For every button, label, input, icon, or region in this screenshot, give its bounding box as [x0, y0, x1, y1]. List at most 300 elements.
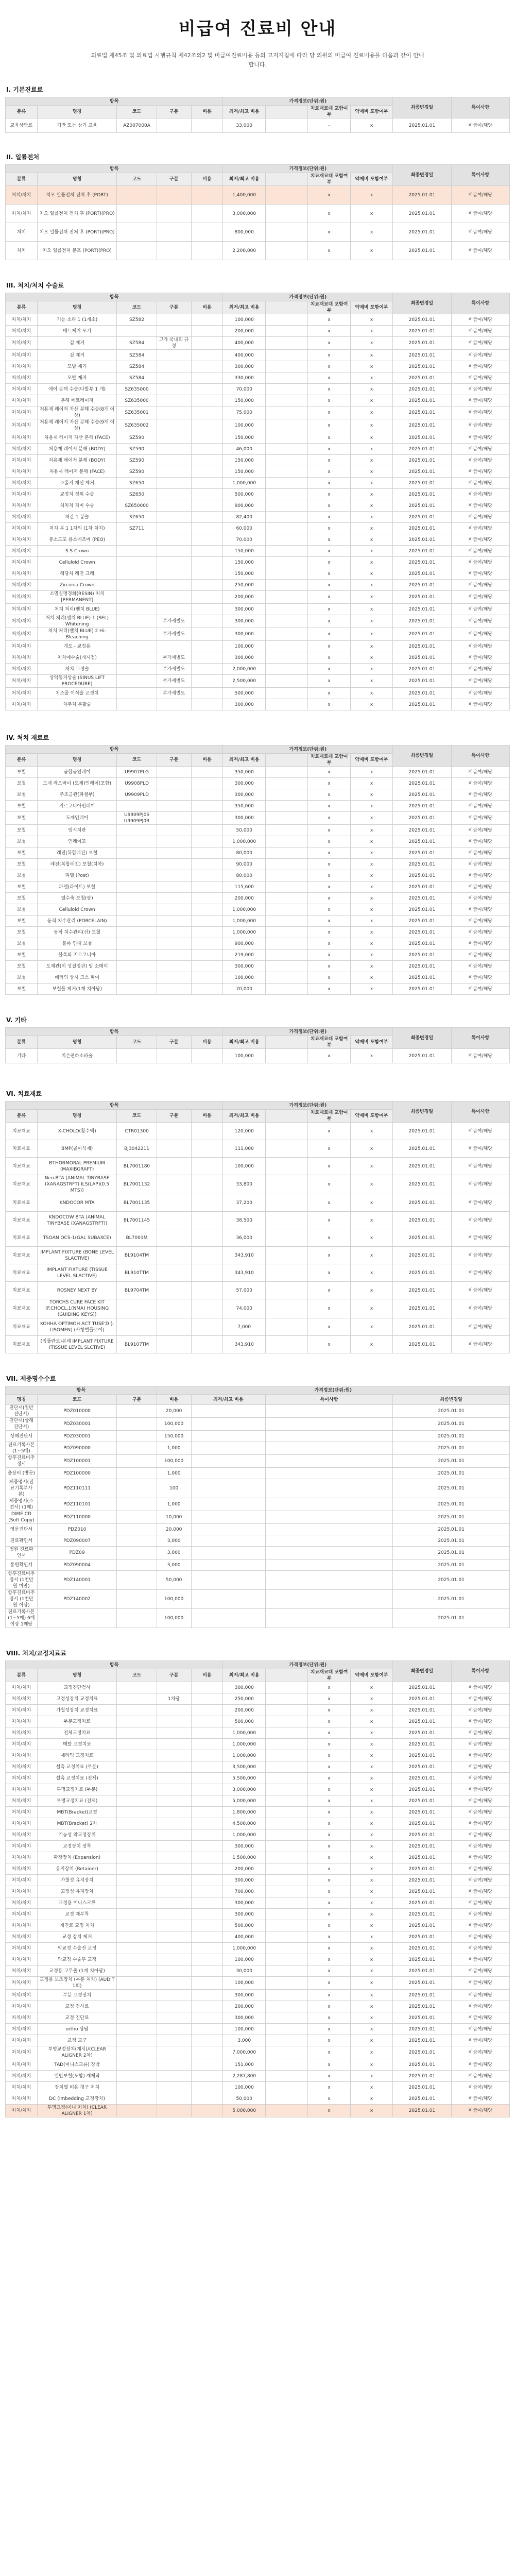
cell-updated: 2025.01.01	[393, 1977, 451, 1990]
cell-material-incl: x	[308, 580, 350, 591]
cell-minmax	[191, 1418, 265, 1431]
cell-cost: 100	[157, 1479, 191, 1498]
cell-min: 200,000	[223, 1863, 265, 1875]
cell-updated: 2025.01.01	[393, 1158, 451, 1175]
cell-material-incl: x	[308, 664, 350, 675]
cell-note: 비급여/해당	[451, 580, 509, 591]
cell-drug-incl: x	[350, 242, 392, 260]
cell-drug-incl: x	[350, 688, 392, 699]
cell-type	[157, 789, 191, 801]
cell-max	[265, 534, 307, 546]
cell-code: BJ3042211	[117, 1140, 157, 1158]
cell-updated: 2025.01.01	[393, 2035, 451, 2046]
table-row	[6, 395, 510, 406]
cell-code	[117, 1920, 157, 1931]
cell-min: 80,000	[223, 870, 265, 882]
header-cell: 구분	[157, 1669, 191, 1682]
header-cell: 약제비 포함여부	[350, 106, 392, 118]
table-row	[6, 455, 510, 466]
cell-max	[265, 836, 307, 848]
cell-category: 처치/처치	[6, 580, 38, 591]
cell-drug-incl: x	[350, 489, 392, 500]
price-table	[5, 1660, 510, 2117]
cell-drug-incl: x	[350, 789, 392, 801]
cell-name: Celluloid Crown	[37, 904, 117, 916]
cell-name: 설측 교정치료 (전체)	[37, 1773, 117, 1784]
table-row	[6, 641, 510, 652]
cell-min: 38,500	[223, 1212, 265, 1229]
header-cost-group: 가격정보(단위:원)	[223, 1101, 393, 1110]
cell-category: 처치/처치	[6, 2105, 38, 2117]
cell-max	[265, 1773, 307, 1784]
cell-category: 처치/처치	[6, 1943, 38, 1954]
cell-drug-incl: x	[350, 500, 392, 512]
cell-cost: 1,000	[157, 1498, 191, 1511]
cell-min: 250,000	[223, 580, 265, 591]
table-row	[6, 1920, 510, 1931]
cell-material-incl: x	[308, 1990, 350, 2001]
cell-updated: 2025.01.01	[393, 580, 451, 591]
cell-name: 진료확인서	[6, 1535, 38, 1547]
header-cell: 구분	[157, 301, 191, 314]
cell-spec	[191, 314, 223, 326]
header-group: 항목	[6, 1028, 223, 1036]
cell-spec	[191, 118, 223, 133]
cell-spec	[191, 1977, 223, 1990]
table-row	[6, 2001, 510, 2012]
cell-spec	[191, 801, 223, 812]
cell-min: 1,000,000	[223, 1739, 265, 1750]
cell-updated: 2025.01.01	[393, 950, 451, 961]
cell-updated: 2025.01.01	[393, 1175, 451, 1194]
cell-material-incl: x	[308, 523, 350, 534]
cell-note: 비급여/해당	[451, 938, 509, 950]
cell-minmax	[191, 1431, 265, 1442]
cell-min: 300,000	[223, 1841, 265, 1852]
header-cell: 최저/최고 비용	[223, 1036, 265, 1049]
cell-material-incl: x	[308, 1282, 350, 1299]
cell-spec	[191, 2024, 223, 2035]
cell-min: 111,000	[223, 1140, 265, 1158]
table-row	[6, 2059, 510, 2071]
cell-updated: 2025.01.01	[393, 2093, 451, 2105]
cell-min: 350,000	[223, 801, 265, 812]
cell-spec	[191, 2059, 223, 2071]
cell-note: 비급여/해당	[451, 223, 509, 242]
cell-material-incl: x	[308, 1716, 350, 1727]
cell-type	[117, 1590, 157, 1609]
cell-code: PDZ140002	[37, 1590, 117, 1609]
cell-max	[265, 1716, 307, 1727]
cell-min: 350,000	[223, 767, 265, 778]
cell-note: 비급여/해당	[451, 512, 509, 523]
cell-updated: 2025.01.01	[393, 314, 451, 326]
table-row	[6, 1336, 510, 1353]
cell-category: 처치/처치	[6, 1727, 38, 1739]
cell-code	[117, 1852, 157, 1863]
header-cell: 최저/최고 비용	[223, 173, 265, 186]
cell-category: 치료재료	[6, 1212, 38, 1229]
cell-name: ROSNEY NEXT BY	[37, 1282, 117, 1299]
cell-category: 보철	[6, 789, 38, 801]
cell-max	[265, 938, 307, 950]
cell-name: 도재 라오바이 (도재)인레이(포함)	[37, 778, 117, 789]
cell-min: 50,000	[223, 2093, 265, 2105]
table-row	[6, 916, 510, 927]
cell-drug-incl: x	[350, 1909, 392, 1920]
cell-drug-incl: x	[350, 2012, 392, 2024]
cell-type	[157, 2093, 191, 2105]
cell-category: 처치/처치	[6, 568, 38, 580]
cell-updated: 2025.01.01	[393, 972, 451, 984]
cell-max	[265, 350, 307, 361]
cell-name: 전체교정치료	[37, 1727, 117, 1739]
table-row	[6, 1897, 510, 1909]
cell-minmax	[191, 1547, 265, 1560]
header-cell: 비용	[191, 173, 223, 186]
cell-material-incl: x	[308, 938, 350, 950]
cell-minmax	[191, 1479, 265, 1498]
cell-note: 비급여/해당	[451, 1264, 509, 1282]
header-cell: 약제비 포함여부	[350, 1110, 392, 1123]
header-cost-group: 가격정보(단위:원)	[223, 165, 393, 173]
cell-code	[117, 1693, 157, 1705]
cell-updated: 2025.01.01	[393, 1750, 451, 1761]
cell-material-incl: x	[308, 961, 350, 972]
cell-min: 150,000	[223, 455, 265, 466]
cell-updated: 2025.01.01	[393, 500, 451, 512]
header-cell: 비용	[191, 1036, 223, 1049]
table-row	[6, 927, 510, 938]
cell-drug-incl: x	[350, 1716, 392, 1727]
cell-name: 향후진료비추정서	[6, 1455, 38, 1468]
cell-material-incl: x	[308, 2059, 350, 2071]
cell-drug-incl: x	[350, 836, 392, 848]
cell-name: 소멸실명경화(RESIN) 처치 [PERMANENT]	[37, 591, 117, 604]
header-cell: 치료재료대 포함여부	[308, 1036, 350, 1049]
cell-code	[117, 1682, 157, 1693]
cell-min: 343,910	[223, 1336, 265, 1353]
cell-note: 비급여/해당	[451, 546, 509, 557]
cell-note: 비급여/해당	[451, 478, 509, 489]
cell-name: 보철물 제거(1개 치아당)	[37, 984, 117, 995]
cell-category: 처치/처치	[6, 419, 38, 432]
cell-max	[265, 1943, 307, 1954]
cell-updated: 2025.01.01	[393, 1807, 451, 1818]
cell-min: 1,000,000	[223, 927, 265, 938]
cell-material-incl: x	[308, 1875, 350, 1886]
cell-name: DIME CD (Soft Copy)	[6, 1511, 38, 1524]
cell-code	[117, 927, 157, 938]
cell-name: 교정치 정위 수술	[37, 489, 117, 500]
table-row	[6, 2012, 510, 2024]
cell-code	[117, 2105, 157, 2117]
cell-max	[265, 2046, 307, 2059]
cell-drug-incl: x	[350, 1795, 392, 1807]
cell-spec	[191, 2012, 223, 2024]
cell-category: 보철	[6, 938, 38, 950]
cell-type	[117, 1468, 157, 1479]
cell-name: 처용제 레이저 분해 (FACE)	[37, 466, 117, 478]
cell-note: 비급여/해당	[451, 568, 509, 580]
cell-drug-incl: x	[350, 1784, 392, 1795]
cell-code: PDZ090007	[37, 1535, 117, 1547]
cell-category: 처치/처치	[6, 1875, 38, 1886]
cell-code	[117, 961, 157, 972]
cell-spec	[191, 337, 223, 350]
cell-min: 200,000	[223, 326, 265, 337]
cell-min: 33,000	[223, 118, 265, 133]
cell-type	[157, 1705, 191, 1716]
cell-spec	[191, 361, 223, 372]
cell-type	[117, 1442, 157, 1455]
cell-spec	[191, 1175, 223, 1194]
cell-note: 비급여/해당	[451, 1247, 509, 1264]
cell-material-incl: x	[308, 1841, 350, 1852]
cell-min: 343,910	[223, 1264, 265, 1282]
cell-min: 200,000	[223, 893, 265, 904]
cell-name: 분해 베트레이저	[37, 395, 117, 406]
cell-spec	[191, 984, 223, 995]
cell-name: 교정 진단료	[37, 2012, 117, 2024]
cell-code	[117, 984, 157, 995]
cell-max	[265, 893, 307, 904]
cell-spec	[191, 1818, 223, 1829]
cell-cost: 3,000	[157, 1535, 191, 1547]
cell-updated: 2025.01.01	[393, 1818, 451, 1829]
cell-type	[157, 384, 191, 395]
cell-note: 비급여/해당	[451, 1886, 509, 1897]
cell-type	[157, 812, 191, 825]
cell-note: 비급여/해당	[451, 904, 509, 916]
section-1	[0, 85, 515, 133]
cell-note: 비급여/해당	[451, 2035, 509, 2046]
cell-type	[157, 1299, 191, 1318]
cell-updated: 2025.01.01	[393, 1693, 451, 1705]
cell-material-incl: x	[308, 1965, 350, 1977]
cell-spec	[191, 372, 223, 384]
cell-max	[265, 641, 307, 652]
cell-max	[265, 523, 307, 534]
cell-code	[117, 664, 157, 675]
cell-material-incl: x	[308, 916, 350, 927]
cell-category: 보철	[6, 778, 38, 789]
cell-max	[265, 500, 307, 512]
cell-min: 115,600	[223, 882, 265, 893]
table-row	[6, 1535, 510, 1547]
cell-drug-incl: x	[350, 314, 392, 326]
cell-max	[265, 1784, 307, 1795]
cell-minmax	[191, 1511, 265, 1524]
cell-max	[265, 1212, 307, 1229]
cell-code	[117, 568, 157, 580]
cell-note: 비급여/해당	[451, 1784, 509, 1795]
cell-drug-incl: x	[350, 1682, 392, 1693]
cell-name: 봉소도포 용소페조에 (PEO)	[37, 534, 117, 546]
cell-code	[117, 557, 157, 568]
header-cell: 약제비 포함여부	[350, 1036, 392, 1049]
cell-code: PDZ110111	[37, 1479, 117, 1498]
cell-drug-incl: x	[350, 1299, 392, 1318]
cell-drug-incl: x	[350, 1829, 392, 1841]
cell-name: 제증명서(진료기록부사본)	[6, 1479, 38, 1498]
cell-updated: 2025.01.01	[393, 1965, 451, 1977]
cell-note: 비급여/해당	[451, 778, 509, 789]
cell-code	[117, 950, 157, 961]
cell-type	[117, 1479, 157, 1498]
cell-name: 투명교정치료 (부분)	[37, 1784, 117, 1795]
cell-max	[265, 1761, 307, 1773]
cell-max	[265, 604, 307, 615]
section-title: IV. 처치 재료료	[6, 734, 49, 741]
cell-material-incl: x	[308, 984, 350, 995]
cell-name: 확장장치 (Expansion)	[37, 1852, 117, 1863]
cell-type	[157, 641, 191, 652]
cell-updated: 2025.01.01	[393, 444, 451, 455]
cell-material-incl: x	[308, 1123, 350, 1140]
cell-max	[265, 557, 307, 568]
cell-name: 상해진단서	[6, 1431, 38, 1442]
cell-updated: 2025.01.01	[393, 534, 451, 546]
header-cell: 비용	[191, 301, 223, 314]
cell-code	[117, 848, 157, 859]
cell-spec	[191, 1761, 223, 1773]
cell-spec	[191, 1841, 223, 1852]
cell-updated: 2025.01.01	[393, 916, 451, 927]
cell-updated: 2025.01.01	[393, 384, 451, 395]
cell-note: 비급여/해당	[451, 1818, 509, 1829]
cell-max	[265, 1705, 307, 1716]
table-row	[6, 893, 510, 904]
cell-minmax	[191, 1405, 265, 1418]
cell-max	[265, 1229, 307, 1247]
cell-name: 교정 검사료	[37, 2001, 117, 2012]
header-cell: 치료재료대 포함여부	[308, 754, 350, 767]
cell-name: 처용제 레이저 자산 분해 (FACE)	[37, 432, 117, 444]
cell-type	[157, 1841, 191, 1852]
cell-spec	[191, 812, 223, 825]
header-updated: 최종변경일	[393, 97, 451, 118]
cell-min: 33,800	[223, 1175, 265, 1194]
cell-material-incl: x	[308, 801, 350, 812]
cell-name: 치주치 분할술	[37, 699, 117, 710]
cell-category: 보철	[6, 767, 38, 778]
table-row	[6, 938, 510, 950]
cell-note: 비급여/해당	[451, 2024, 509, 2035]
cell-code	[117, 675, 157, 688]
cell-drug-incl: x	[350, 1954, 392, 1965]
cell-category: 처치/처치	[6, 1784, 38, 1795]
cell-min: 300,000	[223, 2012, 265, 2024]
cell-name: 소홀지 개선 제거	[37, 478, 117, 489]
cell-note: 비급여/해당	[451, 361, 509, 372]
cell-note	[265, 1590, 392, 1609]
table-row	[6, 2093, 510, 2105]
cell-max	[265, 2035, 307, 2046]
cell-category: 처치/처치	[6, 384, 38, 395]
cell-type	[157, 455, 191, 466]
cell-category: 처치/처치	[6, 372, 38, 384]
cell-name: 기능성 악교정장치	[37, 1829, 117, 1841]
cell-note: 비급여/해당	[451, 1158, 509, 1175]
cell-min: 300,000	[223, 1875, 265, 1886]
cell-category: 처치/처치	[6, 1863, 38, 1875]
cell-cost: 100,000	[157, 1418, 191, 1431]
cell-updated: 2025.01.01	[393, 1535, 510, 1547]
cell-spec	[191, 950, 223, 961]
cell-updated: 2025.01.01	[393, 419, 451, 432]
cell-code	[117, 2024, 157, 2035]
header-cell	[265, 1036, 307, 1049]
cell-name: 일반보철(포함) 재제작	[37, 2071, 117, 2082]
cell-min: 100,000	[223, 1049, 265, 1063]
cell-type: 1차당	[157, 1693, 191, 1705]
cell-min: 200,000	[223, 591, 265, 604]
cell-max	[265, 1954, 307, 1965]
cell-updated: 2025.01.01	[393, 1829, 451, 1841]
cell-drug-incl: x	[350, 801, 392, 812]
header-cell	[265, 173, 307, 186]
cell-updated: 2025.01.01	[393, 615, 451, 628]
cell-code: U9908PLD	[117, 778, 157, 789]
table-row	[6, 767, 510, 778]
cell-material-incl: x	[308, 927, 350, 938]
cell-category: 처치/처치	[6, 444, 38, 455]
cell-updated: 2025.01.01	[393, 512, 451, 523]
cell-material-incl: x	[308, 478, 350, 489]
cell-minmax	[191, 1498, 265, 1511]
cell-code	[37, 1609, 117, 1628]
cell-drug-incl: x	[350, 223, 392, 242]
intro-text: 의료법 제45조 및 의료법 시행규칙 제42조의2 및 비급여진료비용 등의 고지지침에 따라 당 의원의 비급여 진료비용을 다음과 같이 안내합니다.	[91, 52, 424, 68]
cell-type	[157, 534, 191, 546]
cell-max	[265, 848, 307, 859]
table-row	[6, 1264, 510, 1282]
cell-note: 비급여/해당	[451, 2071, 509, 2082]
table-row	[6, 628, 510, 641]
cell-max	[265, 628, 307, 641]
header-cell: 명칭	[6, 1395, 38, 1405]
cell-spec	[191, 580, 223, 591]
cell-code	[117, 242, 157, 260]
cell-material-incl: x	[308, 186, 350, 205]
cell-note: 비급여/해당	[451, 326, 509, 337]
cell-max	[265, 205, 307, 223]
cell-max	[265, 652, 307, 664]
cell-material-incl: x	[308, 1863, 350, 1875]
cell-updated: 2025.01.01	[393, 893, 451, 904]
header-cell: 최저/최고 비용	[191, 1395, 265, 1405]
cell-material-incl: x	[308, 337, 350, 350]
cell-spec	[191, 1194, 223, 1212]
cell-type	[157, 1282, 191, 1299]
cell-type	[157, 1909, 191, 1920]
header-cell: 구분	[117, 1395, 157, 1405]
cell-drug-incl: x	[350, 557, 392, 568]
cell-type	[157, 1750, 191, 1761]
cell-type	[157, 927, 191, 938]
cell-updated: 2025.01.01	[393, 2012, 451, 2024]
cell-max	[265, 825, 307, 836]
cell-type	[157, 395, 191, 406]
cell-note: 비급여/해당	[451, 432, 509, 444]
cell-category: 처치/처치	[6, 1716, 38, 1727]
cell-category: 처치/처치	[6, 1705, 38, 1716]
cell-material-incl: x	[308, 778, 350, 789]
cell-drug-incl: x	[350, 1841, 392, 1852]
cell-note: 비급여/해당	[451, 1863, 509, 1875]
cell-type	[157, 893, 191, 904]
